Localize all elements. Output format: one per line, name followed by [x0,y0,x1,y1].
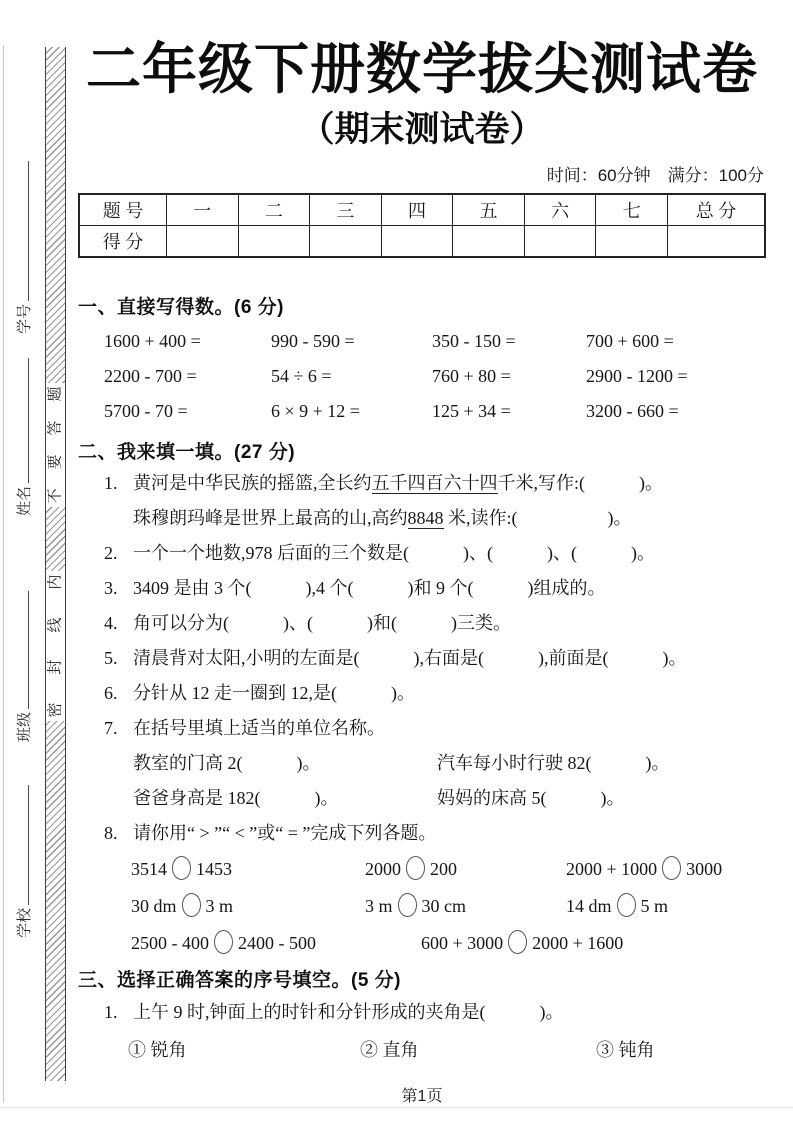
text-segment: 黄河是中华民族的摇篮,全长约 [133,472,372,493]
score-column-header: 七 [596,194,668,226]
score-empty-cell [381,225,453,257]
item-number: 1. [104,1001,118,1022]
compare-row [78,888,766,925]
fill-heading: 二、我来填一填。(27 分) [78,441,296,463]
page-edge-line [3,45,4,1103]
blank-line-icon [15,161,29,301]
calc-problem: 54 ÷ 6 = [271,365,332,386]
choice-options [78,1030,766,1070]
blank-line-icon [15,358,29,483]
fill-text: 上午 9 时,钟面上的时针和分针形成的夹角是( )。 [133,1001,564,1022]
item-number: 4. [104,612,118,633]
score-column-header: 题 号 [79,194,167,226]
compare-item [566,888,766,925]
seal-char: 密 [47,702,64,718]
student-field [15,358,35,516]
unit-row [78,781,766,816]
unit-cell: 爸爸身高是 182( )。 [133,787,339,808]
seal-char-group [46,571,65,721]
item-number: 7. [104,717,118,738]
compare-item [131,851,365,888]
fill-item-8 [78,816,766,962]
compare-right: 5 m [640,895,669,916]
seal-char: 题 [47,386,64,402]
fill-item-line [78,501,766,536]
compare-circle-icon [617,893,636,917]
exam-meta: 时间：60分钟 满分：100分 [546,165,764,185]
choice-option: ③ 钝角 [596,1039,655,1060]
fill-text [133,501,766,536]
student-field [15,161,35,334]
text-segment: 珠穆朗玛峰是世界上最高的山,高约 [133,507,408,528]
score-row-label: 得 分 [79,225,167,257]
seal-char: 要 [47,454,64,470]
student-field-label: 学号 [17,303,33,334]
calc-problem: 990 - 590 = [271,330,355,351]
compare-circle-icon [508,930,527,954]
fill-text: 在括号里填上适当的单位名称。 [133,717,385,738]
fill-text [133,466,766,501]
paper-title: 二年级下册数学拔尖测试卷 [85,38,758,100]
choice-option: ① 锐角 [128,1039,187,1060]
compare-right: 3 m [205,895,234,916]
fill-item-7 [78,711,766,816]
compare-right: 2400 - 500 [238,932,316,953]
compare-left: 2000 + 1000 [566,858,658,879]
blank-line-icon [15,785,29,905]
score-value-row [79,225,765,257]
fill-text: 清晨背对太阳,小明的左面是( ),右面是( ),前面是( )。 [133,647,687,668]
calc-heading: 一、直接写得数。(6 分) [78,296,285,318]
choice-question [78,995,766,1030]
compare-circle-icon [214,930,233,954]
fill-item-line [78,466,766,501]
score-column-header: 总 分 [668,194,766,226]
score-empty-cell [453,225,525,257]
compare-left: 3514 [131,858,167,879]
unit-cell: 汽车每小时行驶 82( )。 [437,752,670,773]
compare-left: 30 dm [131,895,177,916]
fill-item [78,676,766,711]
underlined-segment: 8848 [407,507,444,528]
seal-char: 不 [47,488,64,504]
fill-items [78,536,766,711]
unit-row [78,746,766,781]
compare-left: 2000 [365,858,401,879]
compare-circle-icon [406,856,425,880]
calc-problem: 700 + 600 = [586,330,674,351]
seal-strip [45,47,66,1081]
calc-grid [78,324,766,429]
compare-circle-icon [172,856,191,880]
compare-circle-icon [398,893,417,917]
score-empty-cell [310,225,382,257]
unit-cell: 教室的门高 2( )。 [133,752,321,773]
item-number: 8. [104,822,118,843]
calc-problem: 2200 - 700 = [104,365,197,386]
fill-item [78,816,766,851]
fill-text: 角可以分为( )、( )和( )三类。 [133,612,511,633]
compare-row [78,851,766,888]
seal-char: 内 [47,574,64,590]
text-segment: 千米,写作:( )。 [497,472,663,493]
fill-text: 一个一个地数,978 后面的三个数是( )、( )、( )。 [133,542,655,563]
score-column-header: 三 [310,194,382,226]
compare-item [365,851,566,888]
fill-item [78,536,766,571]
score-empty-cell [238,225,310,257]
fill-item [78,711,766,746]
compare-right: 2000 + 1600 [532,932,624,953]
blank-line-icon [15,591,29,709]
student-field-label: 学校 [17,907,33,938]
item-number: 1. [104,472,118,493]
student-field-label: 姓名 [17,485,33,516]
compare-left: 2500 - 400 [131,932,209,953]
score-column-header: 一 [167,194,239,226]
student-field-label: 班级 [17,711,33,742]
score-empty-cell [167,225,239,257]
score-empty-cell [524,225,596,257]
score-column-header: 五 [453,194,525,226]
compare-right: 3000 [686,858,723,879]
score-column-header: 四 [381,194,453,226]
compare-circle-icon [662,856,681,880]
calc-problem: 1600 + 400 = [104,330,201,351]
compare-item [421,925,766,962]
compare-left: 3 m [365,895,393,916]
calc-problem: 5700 - 70 = [104,400,188,421]
item-number: 2. [104,542,118,563]
page-number: 第1页 [401,1087,443,1105]
score-table [78,193,766,258]
compare-item [131,925,421,962]
compare-row [78,925,766,962]
compare-item [131,888,365,925]
compare-left: 14 dm [566,895,612,916]
section-fill [78,439,766,962]
seal-char: 封 [47,659,64,675]
fill-item [78,606,766,641]
calc-problem: 2900 - 1200 = [586,365,688,386]
item-number: 3. [104,577,118,598]
unit-cell: 妈妈的床高 5( )。 [437,787,625,808]
text-segment: 米,读作:( )。 [443,507,632,528]
fill-item [78,641,766,676]
seal-char-group [46,383,65,507]
score-column-header: 二 [238,194,310,226]
fill-text: 3409 是由 3 个( ),4 个( )和 9 个( )组成的。 [133,577,606,598]
fill-text: 请你用“ > ”“ < ”或“ = ”完成下列各题。 [133,822,437,843]
seal-char: 答 [47,420,64,436]
fill-item-1 [78,466,766,536]
compare-left: 600 + 3000 [421,932,504,953]
paper-content [78,0,766,1106]
score-header-row [79,194,765,226]
compare-item [566,851,766,888]
calc-problem: 350 - 150 = [432,330,516,351]
student-field [15,591,35,742]
calc-problem: 6 × 9 + 12 = [271,400,360,421]
paper-subtitle: （期末测试卷） [299,110,545,150]
compare-right: 1453 [196,858,232,879]
item-number [104,501,133,536]
page-bottom-line [0,1107,793,1108]
item-number: 6. [104,682,118,703]
choice-heading: 三、选择正确答案的序号填空。(5 分) [78,969,402,991]
section-choice [78,967,766,1070]
compare-item [365,888,566,925]
compare-right: 200 [430,858,457,879]
section-calc [78,294,766,429]
compare-right: 30 cm [421,895,467,916]
student-field [15,785,35,938]
calc-problem: 760 + 80 = [432,365,511,386]
score-empty-cell [668,225,766,257]
calc-problem: 125 + 34 = [432,400,511,421]
calc-problem: 3200 - 660 = [586,400,679,421]
score-column-header: 六 [524,194,596,226]
fill-text: 分针从 12 走一圈到 12,是( )。 [133,682,415,703]
underlined-segment: 五千四百六十四 [371,472,498,493]
compare-circle-icon [182,893,201,917]
choice-option: ② 直角 [360,1039,419,1060]
fill-item [78,571,766,606]
score-empty-cell [596,225,668,257]
item-number: 5. [104,647,118,668]
seal-char: 线 [47,617,64,633]
